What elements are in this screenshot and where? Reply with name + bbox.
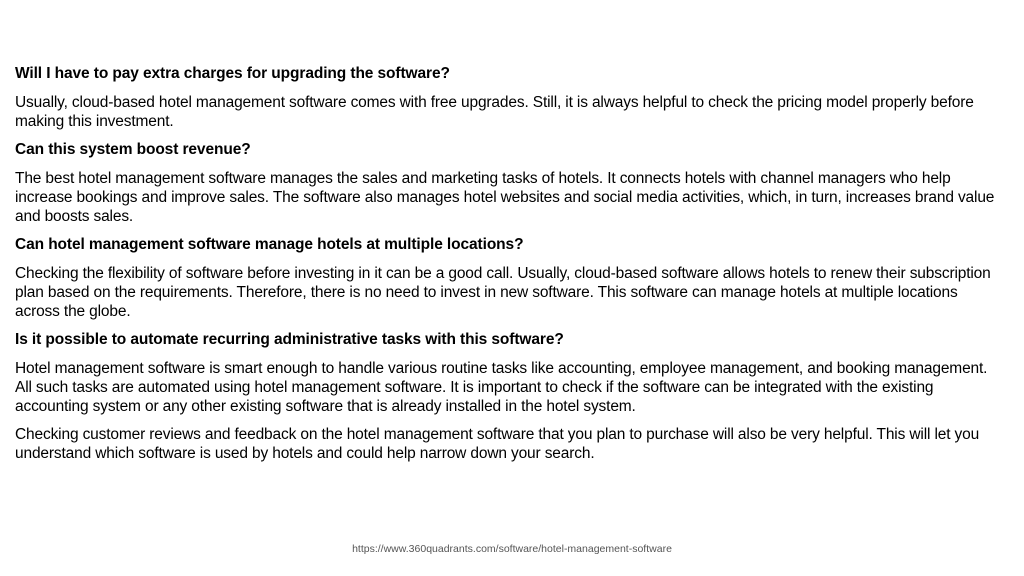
faq-answer-2: The best hotel management software manages the sales and marketing tasks of hotels. It connects hotels with channel managers who help increase bookings and improve sales. The software also manages hotel websites and social media activities, which, in turn, increases brand value and boosts sales. (15, 170, 995, 225)
faq-answer-4: Hotel management software is smart enough to handle various routine tasks like accounting, employee management, and booking management. All such tasks are automated using hotel management software. It is important to check if the software can be integrated with the existing accounting system or any other existing software that is already installed in the hotel system. (15, 360, 988, 415)
faq-question-3: Can hotel management software manage hotels at multiple locations? (15, 236, 524, 253)
faq-question-1: Will I have to pay extra charges for upgrading the software? (15, 65, 450, 82)
faq-answer-1: Usually, cloud-based hotel management software comes with free upgrades. Still, it is always helpful to check the pricing model properly before making this investment. (15, 94, 974, 130)
slide-content (15, 64, 1005, 472)
closing-paragraph: Checking customer reviews and feedback on the hotel management software that you plan to purchase will also be very helpful. This will let you understand which software is used by hotels and could help narrow down your search. (15, 426, 980, 462)
footer-url[interactable]: https://www.360quadrants.com/software/hotel-management-software (352, 543, 672, 555)
faq-question-2: Can this system boost revenue? (15, 141, 251, 158)
faq-question-4: Is it possible to automate recurring administrative tasks with this software? (15, 331, 564, 348)
faq-answer-3: Checking the flexibility of software before investing in it can be a good call. Usually, cloud-based software allows hotels to renew their subscription plan based on the requirements. Therefore, there is no need to invest in new software. This software can manage hotels at multiple locations across the globe. (15, 265, 991, 320)
